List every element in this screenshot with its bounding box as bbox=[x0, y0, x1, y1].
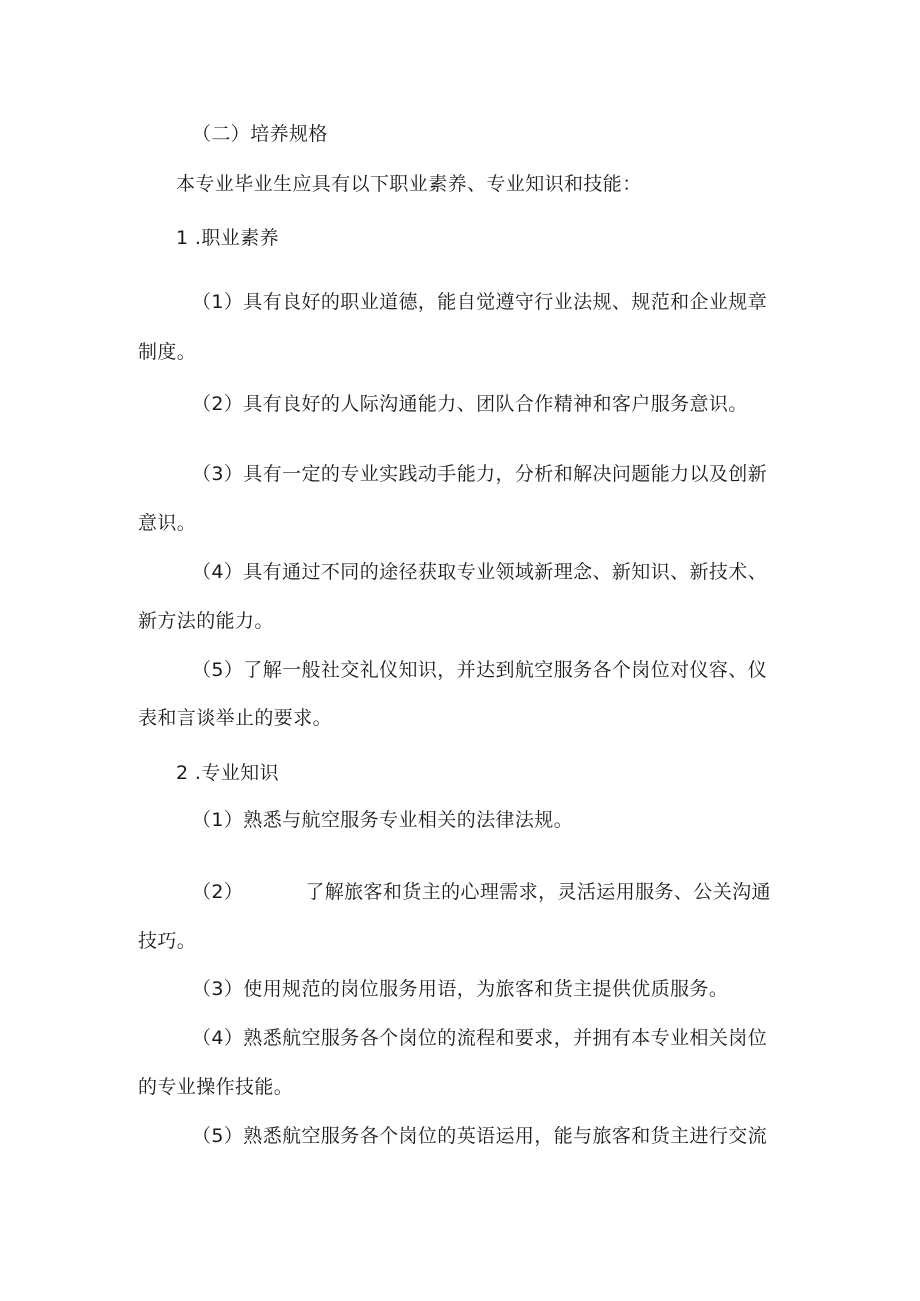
part2-item-2-line2: 技巧。 bbox=[138, 930, 197, 952]
part1-item-5-line2: 表和言谈举止的要求。 bbox=[138, 707, 333, 729]
part2-item-2-line1 bbox=[192, 880, 771, 904]
intro-paragraph: 本专业毕业生应具有以下职业素养、专业知识和技能： bbox=[176, 173, 642, 195]
part2-item-4-line1: （4）熟悉航空服务各个岗位的流程和要求，并拥有本专业相关岗位 bbox=[192, 1027, 768, 1049]
part1-item-4-line1: （4）具有通过不同的途径获取专业领域新理念、新知识、新技术、 bbox=[192, 561, 768, 583]
part1-heading: 1 .职业素养 bbox=[176, 227, 279, 249]
part2-item-2-text: 了解旅客和货主的心理需求，灵活运用服务、公关沟通 bbox=[305, 881, 771, 903]
part2-heading: 2 .专业知识 bbox=[176, 762, 279, 784]
part1-item-3-line2: 意识。 bbox=[138, 512, 197, 534]
part2-item-1-line1: （1）熟悉与航空服务专业相关的法律法规。 bbox=[192, 809, 574, 831]
part1-item-1-line2: 制度。 bbox=[138, 341, 197, 363]
part1-item-3-line1: （3）具有一定的专业实践动手能力，分析和解决问题能力以及创新 bbox=[192, 463, 768, 485]
part2-item-4-line2: 的专业操作技能。 bbox=[138, 1076, 294, 1098]
part1-item-2-line1: （2）具有良好的人际沟通能力、团队合作精神和客户服务意识。 bbox=[192, 393, 748, 415]
part2-item-2-number: （2） bbox=[192, 881, 244, 903]
part1-item-4-line2: 新方法的能力。 bbox=[138, 610, 274, 632]
part1-item-5-line1: （5）了解一般社交礼仪知识，并达到航空服务各个岗位对仪容、仪 bbox=[192, 659, 768, 681]
part1-item-1-line1: （1）具有良好的职业道德，能自觉遵守行业法规、规范和企业规章 bbox=[192, 291, 768, 313]
section-heading: （二）培养规格 bbox=[192, 123, 328, 145]
part2-item-5-line1: （5）熟悉航空服务各个岗位的英语运用，能与旅客和货主进行交流 bbox=[192, 1125, 768, 1147]
part2-item-3-line1: （3）使用规范的岗位服务用语，为旅客和货主提供优质服务。 bbox=[192, 978, 729, 1000]
